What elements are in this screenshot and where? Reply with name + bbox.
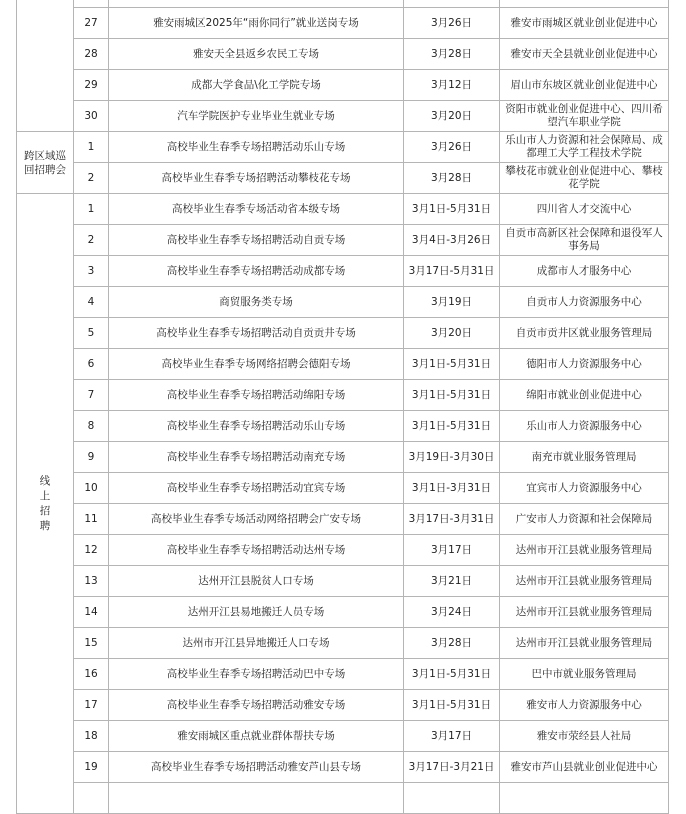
cell-date [404,0,500,8]
cell-date: 3月28日 [404,39,500,70]
category-label: 线上招聘 [39,474,51,532]
cell-date: 3月26日 [404,132,500,163]
cell-date: 3月20日 [404,318,500,349]
cell-name: 高校毕业生春季专场招聘活动乐山专场 [109,411,404,442]
cell-no: 30 [74,101,109,132]
cell-date: 3月1日-5月31日 [404,411,500,442]
cell-no: 9 [74,442,109,473]
cell-date: 3月1日-5月31日 [404,349,500,380]
table-row [17,256,669,287]
cell-date: 3月17日-3月31日 [404,504,500,535]
table-row [17,380,669,411]
cell-org: 成都市人才服务中心 [500,256,669,287]
table-row [17,163,669,194]
category-cell [17,0,74,132]
cell-org: 广安市人力资源和社会保障局 [500,504,669,535]
cell-org: 乐山市人力资源和社会保障局、成都理工大学工程技术学院 [500,132,669,163]
cell-date: 3月1日-5月31日 [404,690,500,721]
category-cell [17,132,74,194]
cell-date: 3月17日-3月21日 [404,752,500,783]
cell-date: 3月1日-5月31日 [404,380,500,411]
cell-no: 2 [74,225,109,256]
table-row [17,783,669,814]
cell-name: 高校毕业生春季专场招聘活动自贡专场 [109,225,404,256]
cell-date: 3月19日 [404,287,500,318]
cell-name: 达州市开江县异地搬迁人口专场 [109,628,404,659]
cell-no: 13 [74,566,109,597]
category-label: 跨区域巡回招聘会 [24,149,66,176]
cell-name: 汽车学院医护专业毕业生就业专场 [109,101,404,132]
cell-no: 1 [74,132,109,163]
cell-name: 雅安雨城区重点就业群体帮扶专场 [109,721,404,752]
cell-name [109,0,404,8]
cell-org: 雅安市雨城区就业创业促进中心 [500,8,669,39]
table-row [17,8,669,39]
cell-name: 高校毕业生春季专场活动网络招聘会广安专场 [109,504,404,535]
cell-no [74,783,109,814]
cell-no: 27 [74,8,109,39]
recruitment-schedule-table [16,0,669,814]
cell-date: 3月21日 [404,566,500,597]
table-row [17,473,669,504]
cell-org: 达州市开江县就业服务管理局 [500,535,669,566]
table-row [17,225,669,256]
cell-date: 3月28日 [404,628,500,659]
table-body [17,0,669,814]
table-row [17,504,669,535]
table-row [17,287,669,318]
cell-date: 3月17日 [404,721,500,752]
cell-name: 高校毕业生春季专场招聘活动成都专场 [109,256,404,287]
cell-name: 达州开江县易地搬迁人员专场 [109,597,404,628]
cell-org: 攀枝花市就业创业促进中心、攀枝花学院 [500,163,669,194]
cell-org: 雅安市荥经县人社局 [500,721,669,752]
cell-date: 3月4日-3月26日 [404,225,500,256]
cell-date: 3月26日 [404,8,500,39]
cell-org: 自贡市高新区社会保障和退役军人事务局 [500,225,669,256]
cell-date: 3月28日 [404,163,500,194]
cell-no: 5 [74,318,109,349]
cell-name: 达州开江县脱贫人口专场 [109,566,404,597]
table-row [17,318,669,349]
cell-no: 14 [74,597,109,628]
cell-name [109,783,404,814]
cell-date: 3月17日 [404,535,500,566]
table-row [17,411,669,442]
cell-no: 3 [74,256,109,287]
cell-date: 3月19日-3月30日 [404,442,500,473]
cell-no: 29 [74,70,109,101]
cell-no: 12 [74,535,109,566]
cell-no: 10 [74,473,109,504]
table-row [17,442,669,473]
cell-org: 达州市开江县就业服务管理局 [500,597,669,628]
cell-no: 28 [74,39,109,70]
cell-date: 3月20日 [404,101,500,132]
cell-name: 雅安天全县返乡农民工专场 [109,39,404,70]
cell-date: 3月17日-5月31日 [404,256,500,287]
cell-org: 四川省人才交流中心 [500,194,669,225]
cell-name: 高校毕业生春季专场招聘活动攀枝花专场 [109,163,404,194]
cell-date: 3月1日-5月31日 [404,194,500,225]
cell-name: 高校毕业生春季专场招聘活动雅安芦山县专场 [109,752,404,783]
cell-no [74,0,109,8]
table-row [17,597,669,628]
cell-no: 19 [74,752,109,783]
table-row [17,659,669,690]
cell-no: 16 [74,659,109,690]
cell-date: 3月12日 [404,70,500,101]
cell-name: 高校毕业生春季专场招聘活动乐山专场 [109,132,404,163]
table-row [17,132,669,163]
cell-no: 8 [74,411,109,442]
cell-org: 自贡市人力资源服务中心 [500,287,669,318]
cell-no: 7 [74,380,109,411]
table-row [17,0,669,8]
cell-org [500,0,669,8]
cell-name: 高校毕业生春季专场网络招聘会德阳专场 [109,349,404,380]
cell-org: 雅安市人力资源服务中心 [500,690,669,721]
table-row [17,566,669,597]
cell-org: 达州市开江县就业服务管理局 [500,628,669,659]
table-row [17,349,669,380]
cell-org: 绵阳市就业创业促进中心 [500,380,669,411]
cell-no: 2 [74,163,109,194]
cell-date: 3月1日-3月31日 [404,473,500,504]
table-row [17,752,669,783]
cell-org: 宜宾市人力资源服务中心 [500,473,669,504]
cell-org: 乐山市人力资源服务中心 [500,411,669,442]
cell-no: 17 [74,690,109,721]
cell-org: 雅安市芦山县就业创业促进中心 [500,752,669,783]
cell-org: 眉山市东坡区就业创业促进中心 [500,70,669,101]
cell-no: 18 [74,721,109,752]
cell-org: 自贡市贡井区就业服务管理局 [500,318,669,349]
cell-date: 3月1日-5月31日 [404,659,500,690]
cell-name: 高校毕业生春季专场招聘活动宜宾专场 [109,473,404,504]
table-row [17,101,669,132]
table-row [17,628,669,659]
cell-name: 成都大学食品\化工学院专场 [109,70,404,101]
category-cell [17,194,74,814]
cell-name: 商贸服务类专场 [109,287,404,318]
cell-name: 高校毕业生春季专场招聘活动自贡贡井专场 [109,318,404,349]
cell-org: 资阳市就业创业促进中心、四川希望汽车职业学院 [500,101,669,132]
cell-org: 德阳市人力资源服务中心 [500,349,669,380]
cell-no: 4 [74,287,109,318]
cell-org: 雅安市天全县就业创业促进中心 [500,39,669,70]
cell-name: 高校毕业生春季专场招聘活动巴中专场 [109,659,404,690]
cell-no: 11 [74,504,109,535]
cell-name: 高校毕业生春季专场活动省本级专场 [109,194,404,225]
cell-no: 15 [74,628,109,659]
cell-name: 高校毕业生春季专场招聘活动达州专场 [109,535,404,566]
cell-name: 雅安雨城区2025年“雨你同行”就业送岗专场 [109,8,404,39]
table-row [17,690,669,721]
cell-org: 南充市就业服务管理局 [500,442,669,473]
cell-org [500,783,669,814]
cell-date [404,783,500,814]
cell-date: 3月24日 [404,597,500,628]
cell-no: 6 [74,349,109,380]
cell-name: 高校毕业生春季专场招聘活动南充专场 [109,442,404,473]
table-row [17,721,669,752]
table-row [17,535,669,566]
table-row [17,39,669,70]
cell-org: 达州市开江县就业服务管理局 [500,566,669,597]
table-row [17,70,669,101]
cell-name: 高校毕业生春季专场招聘活动雅安专场 [109,690,404,721]
cell-no: 1 [74,194,109,225]
cell-name: 高校毕业生春季专场招聘活动绵阳专场 [109,380,404,411]
table-row [17,194,669,225]
cell-org: 巴中市就业服务管理局 [500,659,669,690]
